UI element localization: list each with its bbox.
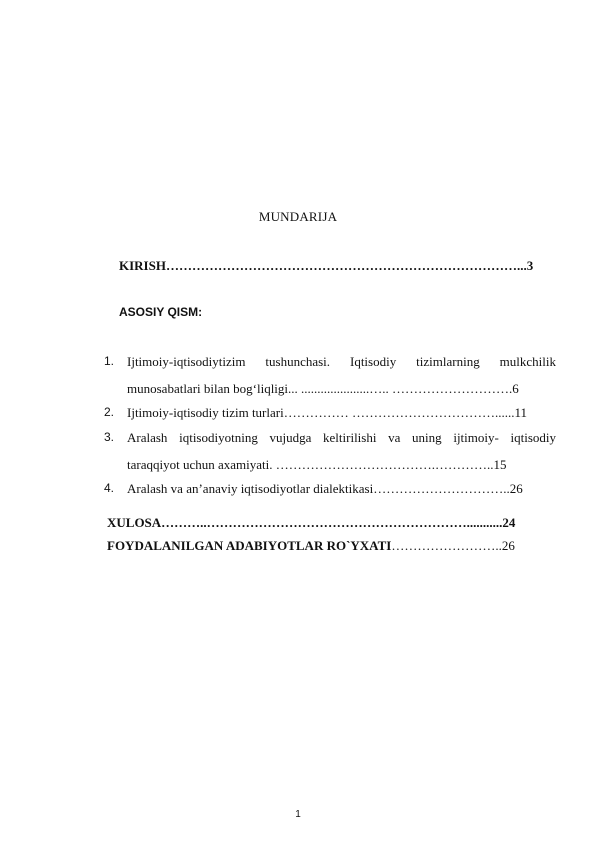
section-heading-asosiy-qism: ASOSIY QISM: — [119, 305, 203, 319]
toc-entry-kirish: KIRISH………………………………………………………………………...3 — [119, 258, 534, 273]
toc-item-2-line1: Ijtimoiy-iqtisodiy tizim turlari…………… ……………………………......11 — [127, 405, 527, 420]
toc-entry-adabiyotlar — [107, 537, 515, 554]
page-number: 1 — [295, 809, 301, 820]
toc-entry-adabiyotlar-dots: ……………………..26 — [391, 538, 515, 553]
toc-item-3-line2: taraqqiyot uchun axamiyati. ……………………………….…………..15 — [127, 457, 507, 472]
toc-item-1-line1: Ijtimoiy-iqtisodiytizim tushunchasi. Iqtisodiy tizimlarning mulkchilik — [127, 354, 556, 369]
toc-title: MUNDARIJA — [258, 209, 338, 224]
toc-item-1-number: 1. — [104, 354, 115, 368]
toc-entry-adabiyotlar-label: FOYDALANILGAN ADABIYOTLAR RO`YXATI — [107, 538, 392, 553]
toc-item-2-number: 2. — [104, 405, 115, 419]
toc-item-4-line1: Aralash va an’anaviy iqtisodiyotlar dialektikasi…………………………..26 — [127, 481, 523, 496]
toc-item-1-line2: munosabatlari bilan bog‘liqligi... .....................….. ……………………….6 — [127, 381, 519, 396]
toc-entry-xulosa: XULOSA………..……………………………………………………...........24 — [107, 515, 516, 530]
toc-item-3-number: 3. — [104, 430, 115, 444]
toc-item-3-line1: Aralash iqtisodiyotning vujudga keltirilishi va uning ijtimoiy- iqtisodiy — [127, 430, 556, 445]
toc-item-4-number: 4. — [104, 481, 115, 495]
